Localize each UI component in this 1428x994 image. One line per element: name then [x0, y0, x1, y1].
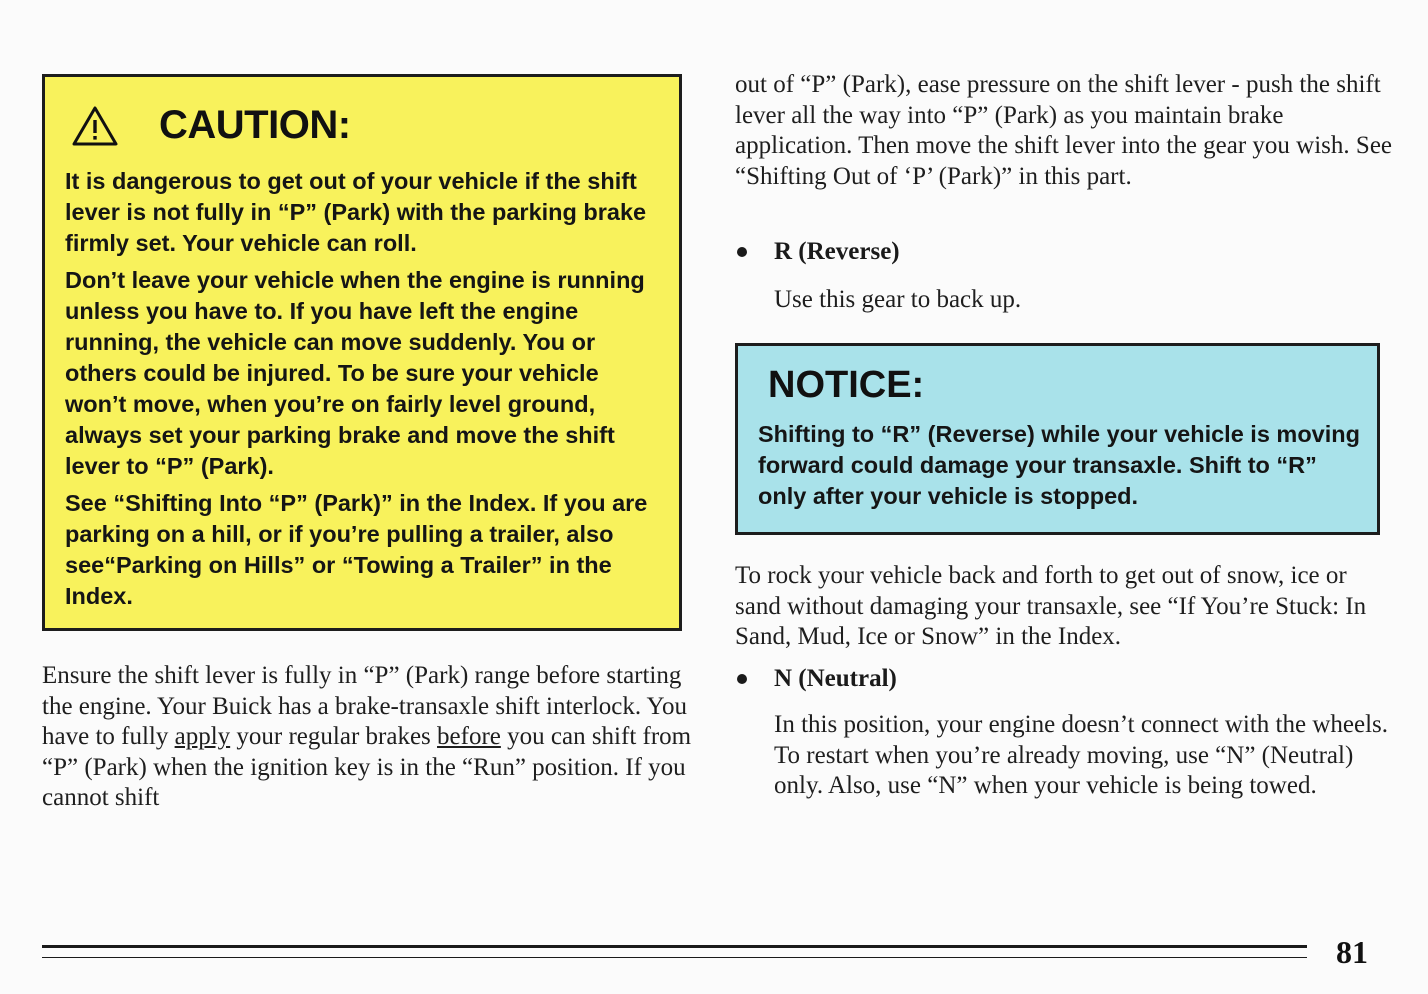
interlock-text-part2: your regular brakes — [230, 723, 438, 750]
apply-emphasis: apply — [174, 723, 231, 750]
shift-interlock-paragraph — [42, 661, 692, 814]
footer-rule-thin — [42, 957, 1307, 958]
neutral-description: In this position, your engine doesn’t connect with the wheels. To restart when you’re already moving, use “N” (Neutral) only. Also, use “N” when your vehicle is being towed. — [774, 711, 1389, 799]
notice-body: Shifting to “R” (Reverse) while your vehicle is moving forward could damage your transaxle. Shift to “R” only after your vehicle is stopped. — [758, 421, 1360, 509]
notice-title: NOTICE: — [768, 364, 925, 406]
caution-box — [42, 74, 682, 631]
neutral-heading-label: N (Neutral) — [774, 665, 897, 692]
caution-paragraph-2: Don’t leave your vehicle when the engine is running unless you have to. If you have left the engine running, the vehicle can move suddenly. You or others could be injured. To be sure your vehicle won’t move, when you’re on fairly level ground, always set your parking brake and move the shift lever to “P” (Park). — [65, 267, 645, 479]
bullet-icon — [737, 674, 747, 684]
reverse-description: Use this gear to back up. — [774, 286, 1022, 313]
shift-out-of-park-paragraph: out of “P” (Park), ease pressure on the shift lever - push the shift lever all the way into “P” (Park) as you maintain brake application. Then move the shift lever into the gear you wish. See “Shifting Out of ‘P’ (Park)” in this part. — [735, 71, 1393, 190]
caution-header — [71, 103, 661, 148]
caution-title: CAUTION: — [159, 103, 351, 147]
interlock-text-part3: you can shift from “P” (Park) when the ignition key is in the “Run” position. If you cannot shift — [42, 723, 692, 811]
reverse-heading — [737, 238, 900, 266]
rock-vehicle-paragraph: To rock your vehicle back and forth to get out of snow, ice or sand without damaging your transaxle, see “If You’re Stuck: In Sand, Mud, Ice or Snow” in the Index. — [735, 562, 1367, 650]
reverse-heading-label: R (Reverse) — [774, 238, 900, 265]
bullet-icon — [737, 247, 747, 257]
interlock-text-part1: Ensure the shift lever is fully in “P” (Park) range before starting the engine. Your Buick has a brake-transaxle shift interlock. You have to fully — [42, 662, 688, 750]
notice-box — [735, 343, 1380, 535]
warning-triangle-icon — [71, 105, 119, 147]
before-emphasis: before — [437, 723, 501, 750]
footer-rule-thick — [42, 945, 1307, 948]
neutral-heading — [737, 665, 897, 693]
caution-paragraph-3: See “Shifting Into “P” (Park)” in the Index. If you are parking on a hill, or if you’re pulling a trailer, also see“Parking on Hills” or “Towing a Trailer” in the Index. — [65, 490, 648, 609]
page-number: 81 — [1336, 934, 1368, 970]
caution-paragraph-1: It is dangerous to get out of your vehicle if the shift lever is not fully in “P” (Park) with the parking brake firmly set. Your vehicle can roll. — [65, 168, 647, 256]
